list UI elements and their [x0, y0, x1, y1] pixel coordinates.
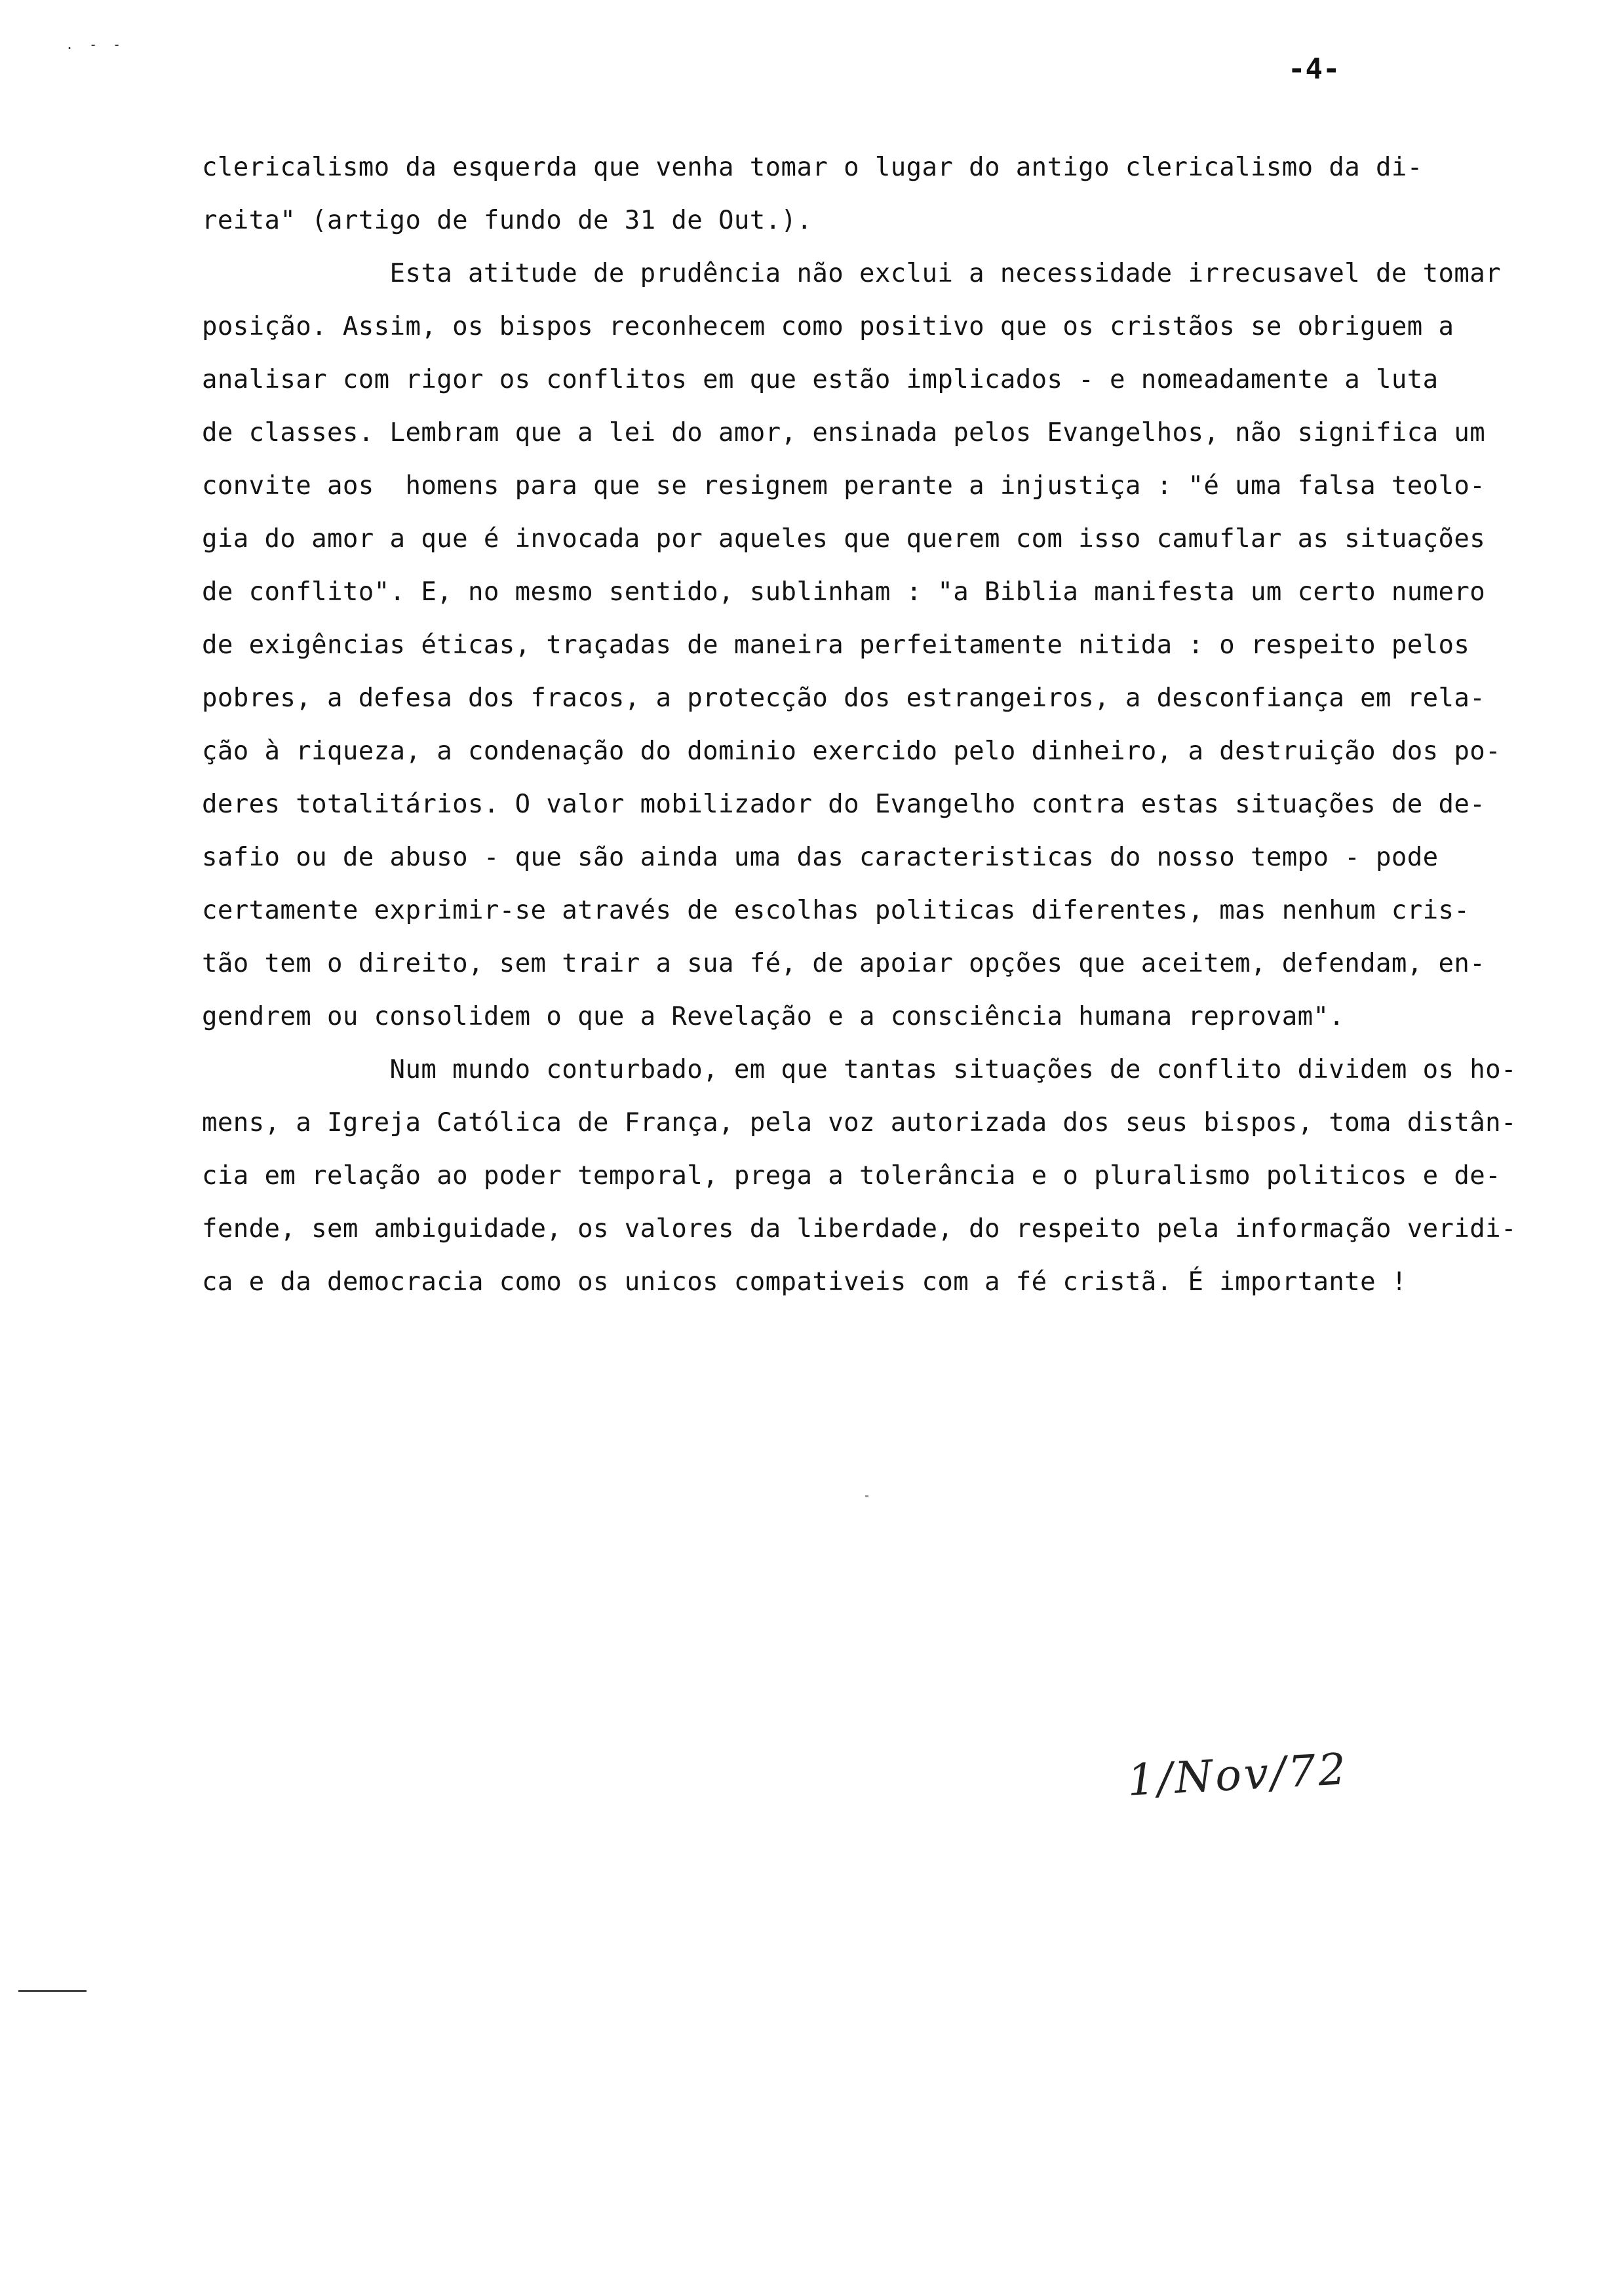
body-text [202, 141, 1517, 1309]
text-line-3: Esta atitude de prudência não exclui a necessidade irrecusavel de tomar [202, 259, 1502, 288]
text-line-12: ção à riqueza, a condenação do dominio exercido pelo dinheiro, a destruição dos po- [202, 737, 1502, 766]
margin-line [18, 1990, 87, 1992]
text-line-14: safio ou de abuso - que são ainda uma das caracteristicas do nosso tempo - pode [202, 843, 1439, 872]
text-line-13: deres totalitários. O valor mobilizador do Evangelho contra estas situações de de- [202, 790, 1486, 819]
text-line-5: analisar com rigor os conflitos em que estão implicados - e nomeadamente a luta [202, 365, 1439, 394]
text-line-10: de exigências éticas, traçadas de maneira perfeitamente nitida : o respeito pelos [202, 630, 1470, 660]
text-line-18: Num mundo conturbado, em que tantas situações de conflito dividem os ho- [202, 1055, 1517, 1084]
text-line-22: ca e da democracia como os unicos compativeis com a fé cristã. É importante ! [202, 1267, 1407, 1297]
scan-speck [865, 1495, 868, 1497]
text-line-16: tão tem o direito, sem trair a sua fé, de apoiar opções que aceitem, defendam, en- [202, 949, 1486, 978]
text-line-7: convite aos homens para que se resignem perante a injustiça : "é uma falsa teolo- [202, 471, 1486, 501]
text-line-1: clericalismo da esquerda que venha tomar o lugar do antigo clericalismo da di- [202, 153, 1423, 182]
text-line-2: reita" (artigo de fundo de 31 de Out.). [202, 206, 813, 235]
text-line-15: certamente exprimir-se através de escolhas politicas diferentes, mas nenhum cris- [202, 896, 1470, 925]
text-line-21: fende, sem ambiguidade, os valores da liberdade, do respeito pela informação veridi- [202, 1214, 1517, 1244]
text-line-4: posição. Assim, os bispos reconhecem como positivo que os cristãos se obriguem a [202, 312, 1454, 341]
text-line-9: de conflito". E, no mesmo sentido, sublinham : "a Biblia manifesta um certo numero [202, 577, 1486, 607]
page-number: -4- [1288, 52, 1340, 86]
text-line-11: pobres, a defesa dos fracos, a protecção dos estrangeiros, a desconfiança em rela- [202, 683, 1486, 713]
corner-marks: . - - [66, 37, 125, 52]
handwritten-date: 1/Nov/72 [1126, 1744, 1350, 1806]
text-line-19: mens, a Igreja Católica de França, pela voz autorizada dos seus bispos, toma distân- [202, 1108, 1517, 1138]
text-line-17: gendrem ou consolidem o que a Revelação e a consciência humana reprovam". [202, 1002, 1345, 1031]
text-line-8: gia do amor a que é invocada por aqueles que querem com isso camuflar as situações [202, 524, 1486, 554]
text-line-6: de classes. Lembram que a lei do amor, ensinada pelos Evangelhos, não significa um [202, 418, 1486, 448]
text-line-20: cia em relação ao poder temporal, prega a tolerância e o pluralismo politicos e de- [202, 1161, 1502, 1191]
